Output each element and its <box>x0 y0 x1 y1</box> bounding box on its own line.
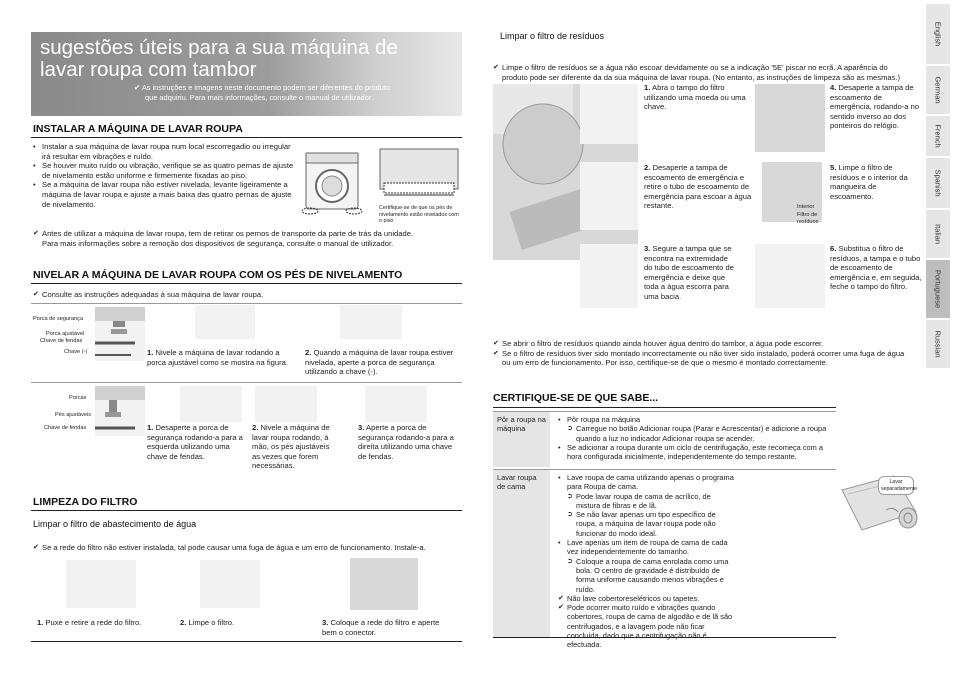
level-row-rule <box>31 382 462 383</box>
know-row-2-sub-1: ➲ Pode lavar roupa de cama de acrílico, de mistura de fibras e de lã. <box>567 492 736 511</box>
page-title-line1: sugestões úteis para a sua máquina de <box>40 36 398 59</box>
filter-rule <box>31 510 462 511</box>
debris-step-2 <box>644 163 754 211</box>
level-heading: NIVELAR A MÁQUINA DE LAVAR ROUPA COM OS PÉS DE NIVELAMENTO <box>33 269 403 281</box>
know-row-2-check-1: ✔ Não lave cobertoreselétricos ou tapetes. <box>558 594 736 603</box>
know-row-2-body <box>558 473 736 650</box>
debris-step-6-num: 6. <box>830 244 837 253</box>
know-row-2-check-2: ✔ Pode ocorrer muito ruído e vibrações quando cobertores, roupa de cama de algodão e de lã são centrifugados, e a lavagem pode não ficar concluída, dado que a centrifugação não é efectuada. <box>558 603 736 649</box>
debris-check-2: ✔ Se o filtro de resíduos tiver sido montado incorrectamente ou não tiver sido instalado, poderá ocorrer uma fuga de água ou um erro de funcionamento. Por isso, certifique-se de que o mesmo é montado correctamente. <box>493 349 913 368</box>
level-step-1 <box>147 348 297 367</box>
debris-step-5-text: Limpe o filtro de resíduos e o interior da mangueira de escoamento. <box>830 163 908 201</box>
label-safety-nut: Porca de segurança <box>33 316 84 322</box>
debris-step-2-num: 2. <box>644 163 651 172</box>
debris-illus-6 <box>755 244 825 308</box>
tab-french-label: French <box>933 124 943 148</box>
level-sub-rule <box>31 303 462 304</box>
water-step-3 <box>322 618 452 637</box>
water-step-1-num: 1. <box>37 618 44 627</box>
level-illus-r2 <box>255 386 317 422</box>
debris-step-6 <box>830 244 922 292</box>
header-note-line2: que adquiriu. Para mais informações, consulte o manual de utilizador. <box>145 93 374 102</box>
label-wrench-2: Chave de fendas <box>44 425 87 431</box>
know-row-1-body <box>558 415 832 461</box>
debris-title: Limpar o filtro de resíduos <box>500 31 605 41</box>
debris-illus-1 <box>580 84 638 144</box>
water-step-3-text: Coloque a rede do filtro e aperte bem o conector. <box>322 618 440 637</box>
level-note: ✔ Consulte as instruções adequadas à sua máquina de lavar roupa. <box>33 290 453 300</box>
parts-drawing <box>95 307 145 361</box>
know-row-2-bullet-1: • Lave roupa de cama utilizando apenas o programa para Roupa de cama. <box>558 473 736 492</box>
water-step-2-text: Limpe o filtro. <box>188 618 235 627</box>
know-row-2 <box>493 469 836 650</box>
know-row-2-sub-2: ➲ Se não lavar apenas um tipo específico de roupa, a máquina de lavar roupa pode não funcionar do modo ideal. <box>567 510 736 538</box>
debris-step-1-num: 1. <box>644 83 651 92</box>
install-check-1b: Para mais informações sobre a remoção dos dispositivos de segurança, consulte o manual de utilizador. <box>42 238 394 248</box>
debris-step-1-text: Abra o tampo do filtro utilizando uma moeda ou uma chave. <box>644 83 746 112</box>
level-illus-r1 <box>180 386 242 422</box>
know-heading: CERTIFIQUE-SE DE QUE SABE... <box>493 392 659 404</box>
label-interior: Interior <box>797 204 815 210</box>
bedding-tag: Lavar separadamente <box>878 476 914 495</box>
debris-step-5-num: 5. <box>830 163 837 172</box>
know-row-1 <box>493 411 836 467</box>
install-check <box>33 229 453 248</box>
debris-check-1: ✔ Se abrir o filtro de resíduos quando ainda houver água dentro do tambor, a água pode escorrer. <box>493 339 913 349</box>
level-step-1-text: Nivele a máquina de lavar rodando a porca ajustável como se mostra na figura. <box>147 348 288 367</box>
level-step-2-text: Quando a máquina de lavar roupa estiver nivelada, aperte a porca de segurança utilizando a chave (-). <box>305 348 454 377</box>
level-illus-1 <box>195 305 255 339</box>
level-illus-parts <box>95 307 145 361</box>
debris-step-4-num: 4. <box>830 83 837 92</box>
bedding-illustration <box>838 472 918 534</box>
water-illus-2 <box>200 560 260 608</box>
level-illus-feet <box>95 386 145 436</box>
know-row-2-sub-3: ➲ Coloque a roupa de cama enrolada como uma bola. O centro de gravidade é distribuído de forma uniforme causando menos vibrações e ruído. <box>567 557 736 594</box>
tab-italian-label: Italian <box>933 223 943 245</box>
header-note <box>134 83 424 103</box>
debris-illus-4 <box>755 84 825 152</box>
water-step-2 <box>180 618 300 628</box>
level-row2-step-2-num: 2. <box>252 423 259 432</box>
tab-portuguese[interactable] <box>926 260 950 318</box>
water-step-1-text: Puxe e retire a rede do filtro. <box>45 618 142 627</box>
know-row-1-bullet-2: • Se adicionar a roupa durante um ciclo de centrifugação, este recomeça com a hora configurada inicialmente, independentemente do tempo restante. <box>558 443 832 462</box>
water-illus-1 <box>66 560 136 608</box>
know-row-1-sub-1: ➲ Carregue no botão Adicionar roupa (Parar e Acrescentar) e adicione a roupa quando a luz no indicador Adicionar roupa se acender. <box>567 424 832 443</box>
water-filter-note: ✔ Se a rede do filtro não estiver instalada, tal pode causar uma fuga de água e um erro de funcionamento. Instale-a. <box>33 543 453 553</box>
debris-step-5 <box>830 163 922 201</box>
debris-step-3-text: Segure a tampa que se encontra na extremidade do tubo de escoamento de emergência e deixe que toda a água escorra para uma bacia. <box>644 244 734 301</box>
tab-spanish-label: Spanish <box>933 169 943 197</box>
know-rule <box>493 407 836 408</box>
level-step-2 <box>305 348 455 377</box>
install-bullet-2: • Se houver muito ruído ou vibração, verifique se as quatro pernas de ajuste de nivelamento estão uniforme e firmemente fixadas ao piso. <box>33 161 295 180</box>
debris-illus-3 <box>580 244 638 308</box>
header-banner <box>31 32 462 116</box>
level-illus-r3 <box>365 386 427 422</box>
water-step-3-num: 3. <box>322 618 329 627</box>
tab-german[interactable] <box>926 66 950 114</box>
tab-german-label: German <box>933 76 943 104</box>
install-text <box>33 142 295 209</box>
tab-portuguese-label: Portuguese <box>933 269 943 309</box>
debris-step-4 <box>830 83 922 131</box>
know-bottom-rule <box>493 637 836 638</box>
water-step-2-num: 2. <box>180 618 187 627</box>
label-feet: Pés ajustáveis <box>55 412 92 418</box>
tab-russian[interactable] <box>926 320 950 368</box>
level-illus-2 <box>340 305 402 339</box>
tab-french[interactable] <box>926 116 950 156</box>
debris-step-6-text: Substitua o filtro de resíduos, a tampa e o tubo de escoamento de emergência e, em seguida, feche o tampo do filtro. <box>830 244 922 292</box>
debris-checks <box>493 339 913 368</box>
install-rule <box>31 137 462 138</box>
label-adjust-nut: Porca ajustável <box>46 331 85 337</box>
water-illus-3 <box>350 558 418 610</box>
install-bullet-1: • Instalar a sua máquina de lavar roupa num local escorregadio ou irregular irá resultar em vibrações e ruído. <box>33 142 295 161</box>
level-row2-step-1-text: Desaperte a porca de segurança rodando-a para a esquerda utilizando uma chave de fendas. <box>147 423 243 461</box>
tab-italian[interactable] <box>926 210 950 258</box>
tab-spanish[interactable] <box>926 158 950 208</box>
tab-english-label: English <box>933 21 943 47</box>
debris-note: ✔ Limpe o filtro de resíduos se a água não escoar devidamente ou se a indicação '5E' piscar no ecrã. A aparência do produto pode ser diferente da da sua máquina de lavar roupa. (No entanto, as instruções de limpeza são as mesmas.) <box>493 63 913 82</box>
tab-russian-label: Russian <box>933 330 943 358</box>
install-caption: Certifique-se de que os pés de nivelamento estão nivelados com o piso <box>379 205 459 224</box>
know-row-2-head: Lavar roupa de cama <box>493 470 550 637</box>
level-step-1-num: 1. <box>147 348 154 357</box>
level-row2-step-1-num: 1. <box>147 423 154 432</box>
label-debris-filter: Filtro de resíduos <box>797 212 819 225</box>
debris-step-2-text: Desaperte a tampa de escoamento de emergência e retire o tubo de escoamento de emergência para escoar a água restante. <box>644 163 752 211</box>
level-row2-step-2 <box>252 423 338 471</box>
tab-english[interactable] <box>926 4 950 64</box>
install-heading: INSTALAR A MÁQUINA DE LAVAR ROUPA <box>33 123 243 135</box>
level-row2-step-3 <box>358 423 454 461</box>
filter-bottom-rule <box>31 641 462 642</box>
debris-step-4-text: Desaperte a tampa de escoamento de emergência, rodando-a no sentido inverso ao dos ponteiros do relógio. <box>830 83 920 131</box>
level-row2-step-3-text: Aperte a porca de segurança rodando-a para a direita utilizando uma chave de fendas. <box>358 423 454 461</box>
label-key: Chave (-) <box>64 349 88 355</box>
label-nuts: Porcas <box>69 395 87 401</box>
label-wrench: Chave de fendas <box>40 338 83 344</box>
level-rule <box>31 283 462 284</box>
know-row-1-head: Pôr a roupa na máquina <box>493 412 550 467</box>
install-bullet-3: • Se a máquina de lavar roupa não estiver nivelada, levante ligeiramente a máquina de lavar roupa e ajuste a mais baixa das quatro pernas de ajuste de nivelamento. <box>33 180 295 209</box>
debris-illus-2 <box>580 162 638 230</box>
level-row2-step-2-text: Nivele a máquina de lavar roupa rodando, à mão, os pés ajustáveis as vezes que forem necessárias. <box>252 423 330 471</box>
know-row-2-bullet-2: • Lave apenas um item de roupa de cama de cada vez independentemente do tamanho. <box>558 538 736 557</box>
debris-step-3-num: 3. <box>644 244 651 253</box>
page-title <box>40 37 398 81</box>
water-step-1 <box>37 618 167 628</box>
know-row-1-bullet-1: • Pôr roupa na máquina <box>558 415 832 424</box>
page-title-line2: lavar roupa com tambor <box>40 58 257 81</box>
debris-step-3 <box>644 244 736 302</box>
install-check-1: ✔ Antes de utilizar a máquina de lavar roupa, tem de retirar os pernos de transporte da parte de trás da unidade. <box>33 229 453 239</box>
header-note-line1: ✔ As instruções e imagens neste documento podem ser diferentes do produto <box>134 83 390 92</box>
filter-heading: LIMPEZA DO FILTRO <box>33 496 138 508</box>
feet-drawing <box>95 386 145 436</box>
level-row2-step-1 <box>147 423 247 461</box>
level-step-2-num: 2. <box>305 348 312 357</box>
debris-step-1 <box>644 83 749 112</box>
water-filter-title: Limpar o filtro de abastecimento de água <box>33 519 197 529</box>
level-row2-step-3-num: 3. <box>358 423 365 432</box>
